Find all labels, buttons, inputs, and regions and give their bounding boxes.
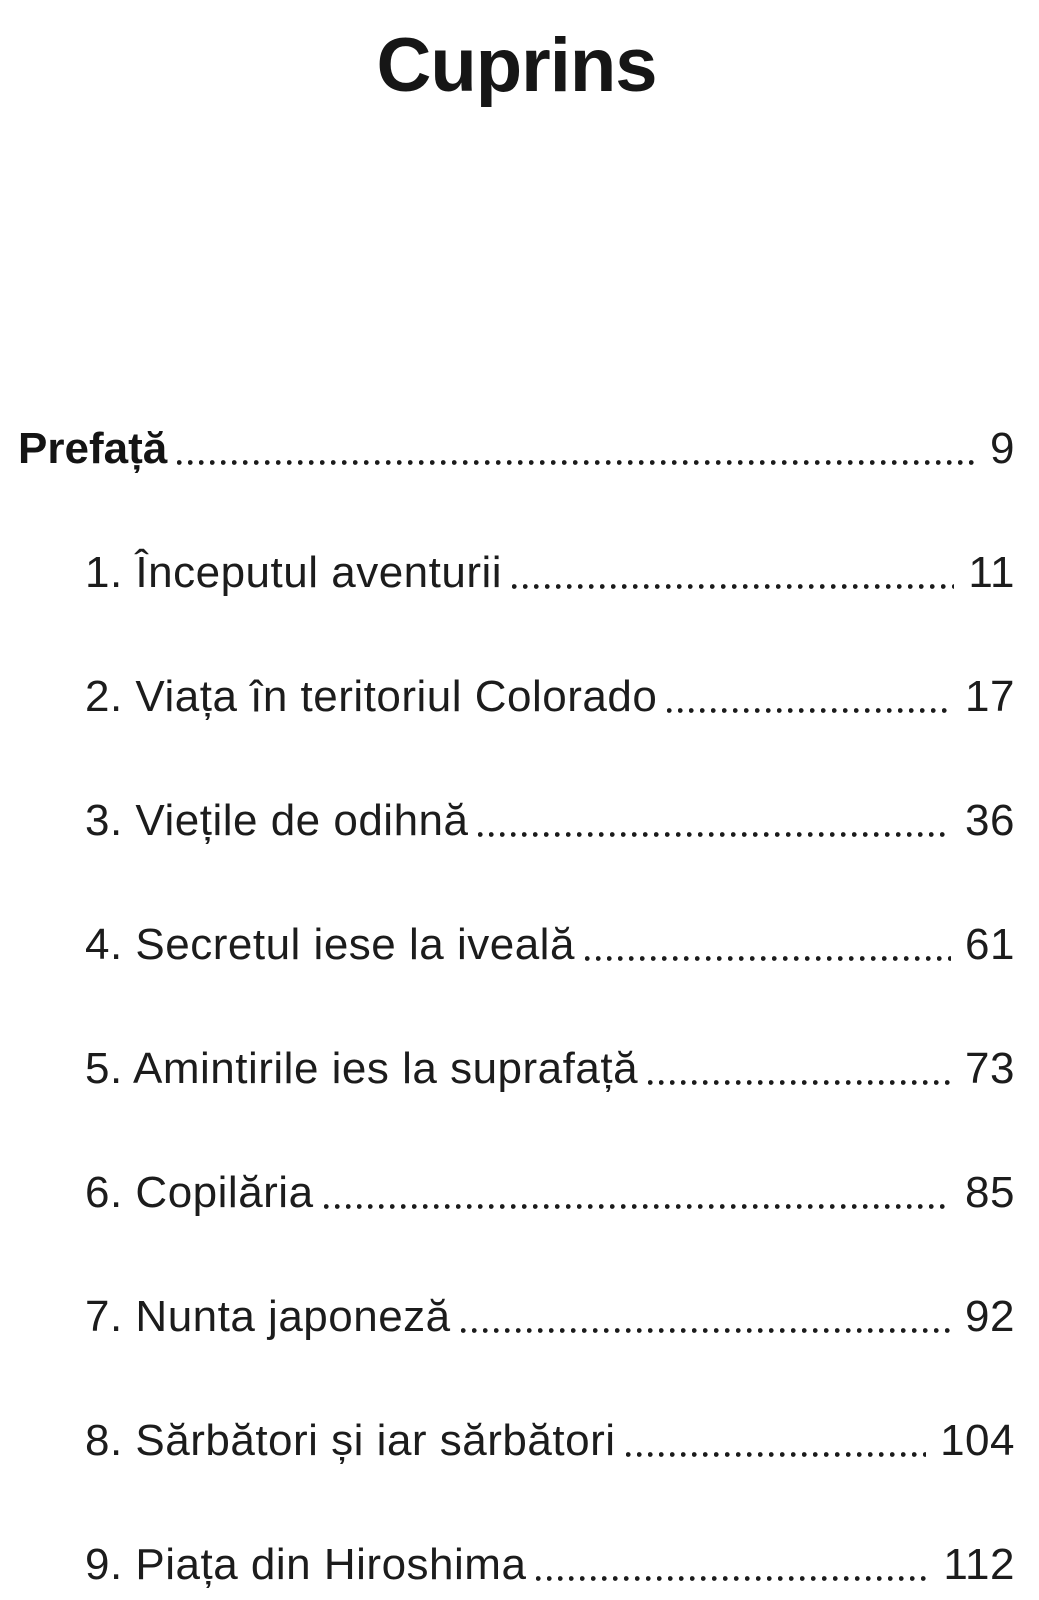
toc-entry-page: 73 [965,1044,1015,1093]
table-of-contents [18,424,1015,1589]
dot-leader [585,956,951,961]
toc-entry-page: 92 [965,1292,1015,1341]
dot-leader [626,1452,927,1457]
toc-entry [18,1416,1015,1465]
toc-entry [18,548,1015,597]
toc-entry-preface [18,424,1015,473]
toc-entry-page: 61 [965,920,1015,969]
toc-entry-page: 36 [965,796,1015,845]
dot-leader [324,1204,951,1209]
toc-entry-page: 17 [965,672,1015,721]
toc-entry-page: 11 [968,548,1015,597]
toc-entry [18,672,1015,721]
toc-entry-page: 104 [940,1416,1015,1465]
toc-entry-label: 2. Viața în teritoriul Colorado [85,672,658,721]
dot-leader [667,708,951,713]
toc-entry [18,796,1015,845]
toc-entry [18,1168,1015,1217]
toc-entry-label: 5. Amintirile ies la suprafață [85,1044,639,1093]
toc-entry [18,1292,1015,1341]
toc-entry-page: 112 [943,1540,1015,1589]
dot-leader [461,1328,951,1333]
dot-leader [512,584,954,589]
dot-leader [536,1576,929,1581]
dot-leader [648,1080,951,1085]
toc-entry-label: 7. Nunta japoneză [85,1292,451,1341]
dot-leader [177,460,976,465]
toc-entry-label: 8. Sărbători și iar sărbători [85,1416,616,1465]
toc-entry [18,920,1015,969]
toc-entry-label: 1. Începutul aventurii [85,548,503,597]
toc-entry-label: 4. Secretul iese la iveală [85,920,575,969]
toc-entry-label: 3. Viețile de odihnă [85,796,469,845]
toc-entry-label: Prefață [18,424,168,473]
toc-entry-page: 9 [990,424,1015,473]
book-toc-page [0,23,1039,1600]
toc-entry [18,1540,1015,1589]
toc-entry [18,1044,1015,1093]
page-title: Cuprins [376,23,657,108]
toc-entry-page: 85 [965,1168,1015,1217]
dot-leader [478,832,951,837]
toc-entry-label: 9. Piața din Hiroshima [85,1540,527,1589]
toc-entry-label: 6. Copilăria [85,1168,314,1217]
